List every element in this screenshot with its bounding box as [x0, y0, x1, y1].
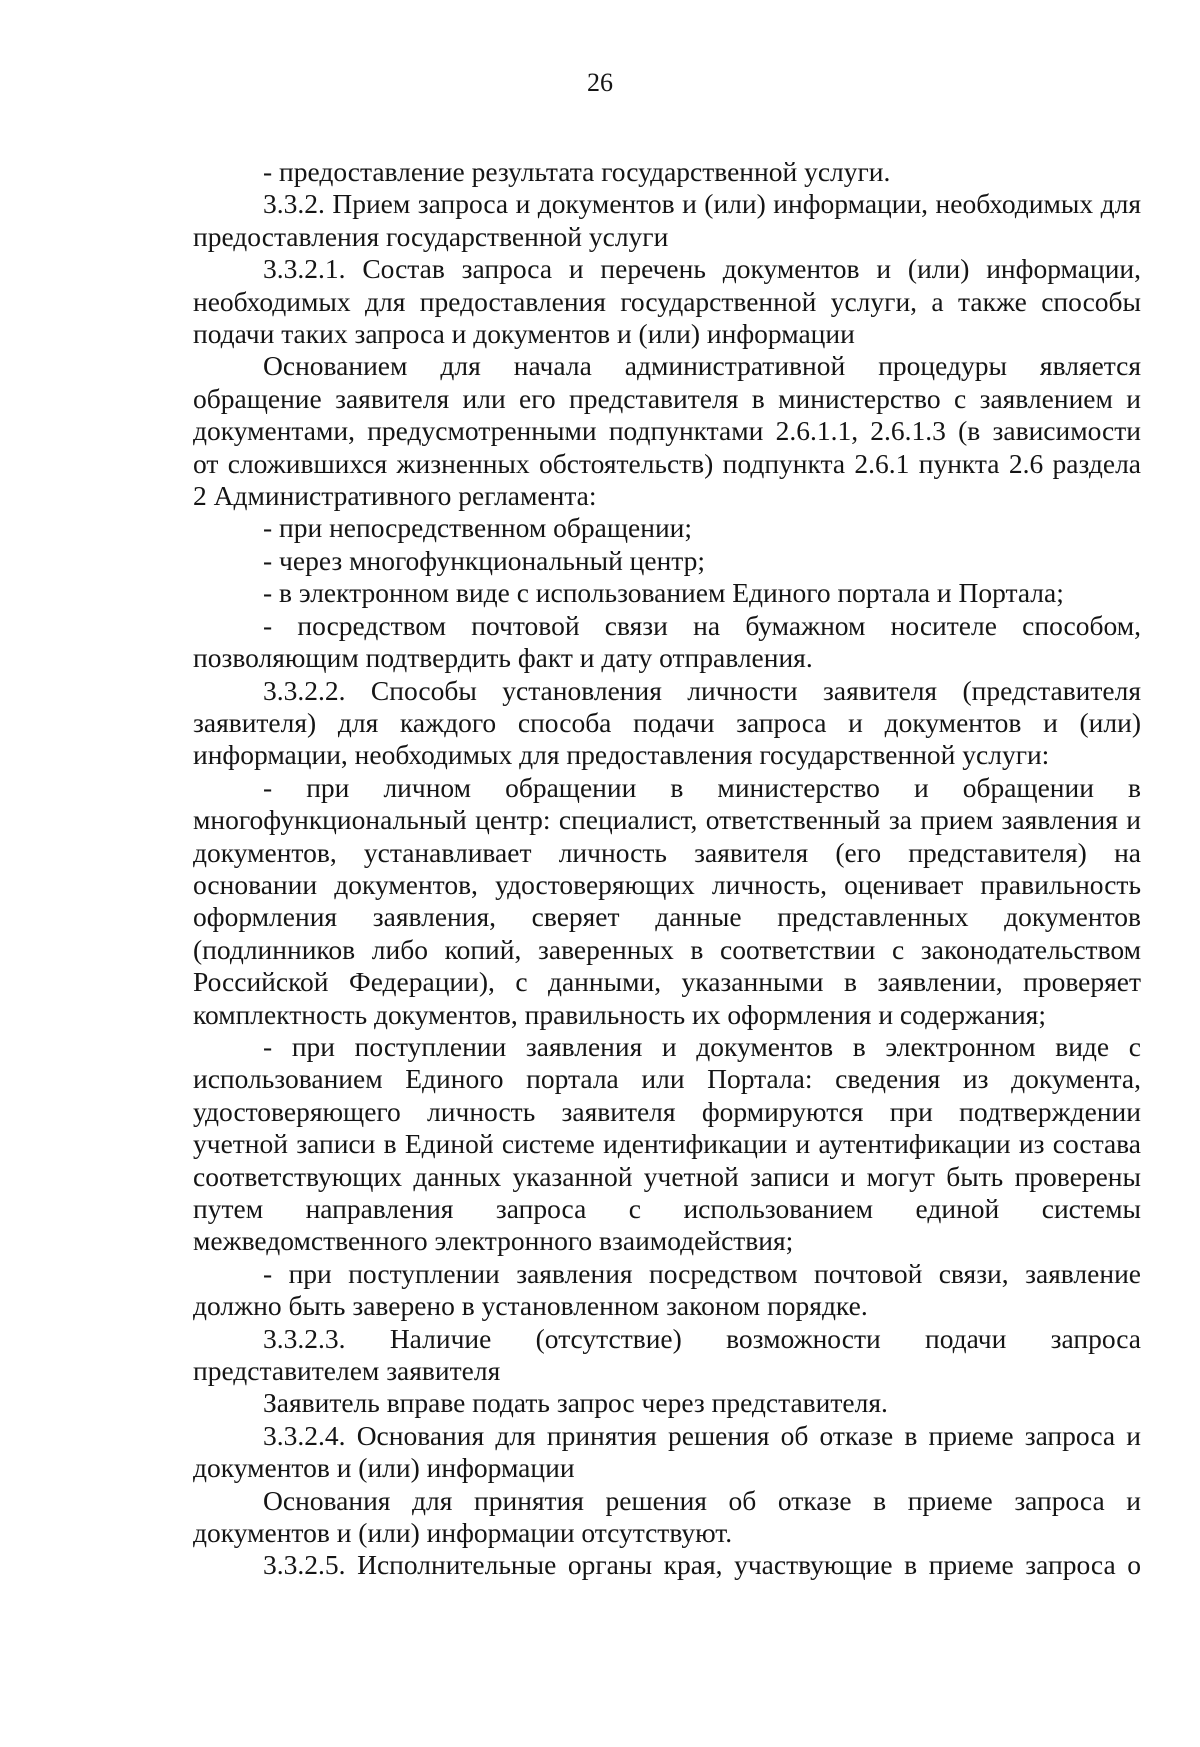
paragraph-no-refusal-grounds: Основания для принятия решения об отказе в приеме запроса и документов и (или) информации отсутствуют.: [193, 1484, 1141, 1549]
section-heading-3-3-2-2: 3.3.2.2. Способы установления личности заявителя (представителя заявителя) для каждого способа подачи запроса и документов и (или) информации, необходимых для предоставления государственной услуги:: [193, 674, 1141, 771]
page-number: 26: [587, 68, 613, 97]
section-heading-3-3-2: 3.3.2. Прием запроса и документов и (или) информации, необходимых для предоставления государственной услуги: [193, 188, 1141, 252]
section-heading-3-3-2-3: 3.3.2.3. Наличие (отсутствие) возможности подачи запроса представителем заявителя: [193, 1322, 1141, 1387]
list-item-postal: - посредством почтовой связи на бумажном носителе способом, позволяющим подтвердить факт и дату отправления.: [193, 609, 1141, 674]
paragraph-representative: Заявитель вправе подать запрос через представителя.: [263, 1387, 888, 1419]
list-item-postal-identity: - при поступлении заявления посредством почтовой связи, заявление должно быть заверено в установленном законом порядке.: [193, 1257, 1141, 1322]
paragraph-result-provision: - предоставление результата государственной услуги.: [263, 156, 891, 187]
section-heading-3-3-2-4: 3.3.2.4. Основания для принятия решения об отказе в приеме запроса и документов и (или) информации: [193, 1419, 1141, 1484]
list-item-electronic: - в электронном виде с использованием Единого портала и Портала;: [263, 577, 1064, 609]
list-item-electronic-identity: - при поступлении заявления и документов в электронном виде с использованием Единого портала или Портала: сведения из документа, удостоверяющего личность заявителя формируются при подтверждении учетной записи в Единой системе идентификации и аутентификации из состава соответствующих данных указанной учетной записи и могут быть проверены путем направления запроса с использованием единой системы межведомственного электронного взаимодействия;: [193, 1030, 1141, 1257]
list-item-mfc: - через многофункциональный центр;: [263, 544, 706, 576]
section-heading-3-3-2-1: 3.3.2.1. Состав запроса и перечень документов и (или) информации, необходимых для предоставления государственной услуги, а также способы подачи таких запроса и документов и (или) информации: [193, 253, 1141, 350]
paragraph-procedure-basis: Основанием для начала административной процедуры является обращение заявителя или его представителя в министерство с заявлением и документами, предусмотренными подпунктами 2.6.1.1, 2.6.1.3 (в зависимости от сложившихся жизненных обстоятельств) подпункта 2.6.1 пункта 2.6 раздела 2 Административного регламента:: [193, 350, 1141, 512]
list-item-personal-appeal: - при личном обращении в министерство и обращении в многофункциональный центр: специалист, ответственный за прием заявления и документов, устанавливает личность заявителя (его представителя) на основании документов, удостоверяющих личность, оценивает правильность оформления заявления, сверяет данные представленных документов (подлинников либо копий, заверенных в соответствии с законодательством Российской Федерации), с данными, указанными в заявлении, проверяет комплектность документов, правильность их оформления и содержания;: [193, 771, 1141, 1030]
document-body: [193, 156, 1141, 1582]
section-heading-3-3-2-5: 3.3.2.5. Исполнительные органы края, участвующие в приеме запроса о: [263, 1549, 1141, 1581]
list-item-direct-appeal: - при непосредственном обращении;: [263, 512, 693, 544]
